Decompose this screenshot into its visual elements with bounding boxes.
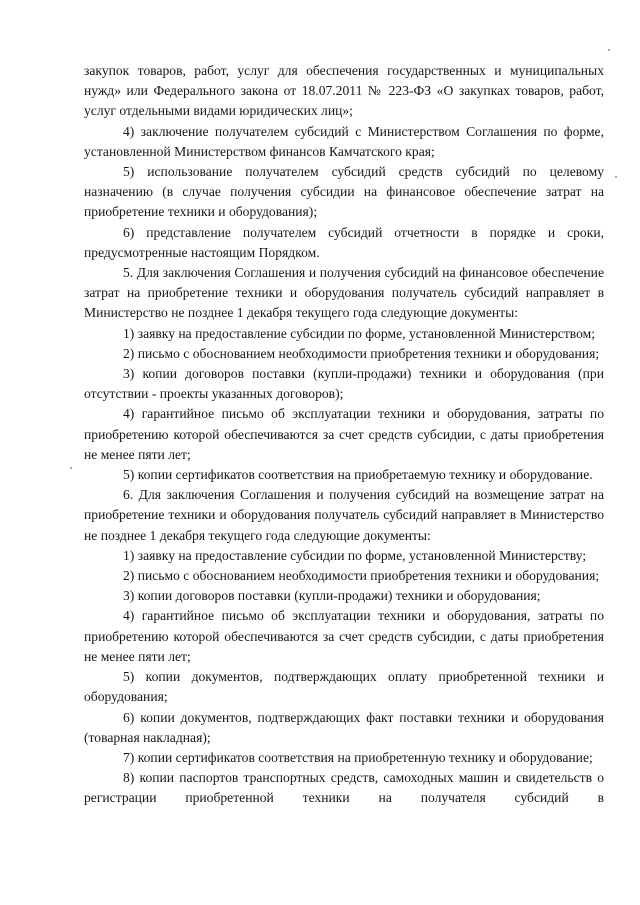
paragraph-section-5: 5. Для заключения Соглашения и получения субсидий на финансовое обеспечение затрат на приобретение техники и оборудования получатель субсидий направляет в Министерство не позднее 1 декабря текущего года следующие документы: (84, 265, 604, 321)
scan-speck (70, 467, 72, 469)
paragraph-continuation: закупок товаров, работ, услуг для обеспечения государственных и муниципальных нужд» или Федерального закона от 18.07.2011 № 223-ФЗ «О закупках товаров, работ, услуг отдельными видами юридических лиц»; (84, 63, 604, 119)
scan-speck (615, 176, 617, 178)
paragraph-item-6-reporting: 6) представление получателем субсидий отчетности в порядке и сроки, предусмотренные настоящим Порядком. (84, 224, 604, 260)
document-body (84, 61, 604, 809)
paragraph-s6-item-1: 1) заявку на предоставление субсидии по форме, установленной Министерству; (123, 547, 587, 563)
paragraph-s6-item-6: 6) копии документов, подтверждающих факт поставки техники и оборудования (товарная накладная); (84, 709, 604, 745)
scan-speck (608, 49, 610, 51)
paragraph-s6-item-5: 5) копии документов, подтверждающих оплату приобретенной техники и оборудования; (84, 669, 604, 705)
paragraph-s6-item-4: 4) гарантийное письмо об эксплуатации техники и оборудования, затраты по приобретению которой обеспечиваются за счет средств субсидии, с даты приобретения не менее пяти лет; (84, 608, 604, 664)
paragraph-s5-item-2: 2) письмо с обоснованием необходимости приобретения техники и оборудования; (123, 345, 600, 361)
paragraph-s5-item-4: 4) гарантийное письмо об эксплуатации техники и оборудования, затраты по приобретению которой обеспечиваются за счет средств субсидии, с даты приобретения не менее пяти лет; (84, 406, 604, 462)
paragraph-item-5-target-use: 5) использование получателем субсидий средств субсидий по целевому назначению (в случае получения субсидии на финансовое обеспечение затрат на приобретение техники и оборудования); (84, 164, 604, 220)
paragraph-s6-item-3: 3) копии договоров поставки (купли-продажи) техники и оборудования; (123, 588, 541, 604)
paragraph-s5-item-5: 5) копии сертификатов соответствия на приобретаемую технику и оборудование. (123, 467, 593, 483)
paragraph-section-6: 6. Для заключения Соглашения и получения субсидий на возмещение затрат на приобретение техники и оборудования получатель субсидий направляет в Министерство не позднее 1 декабря текущего года следующие документы: (84, 487, 604, 543)
paragraph-s6-item-7: 7) копии сертификатов соответствия на приобретенную технику и оборудование; (123, 749, 593, 765)
paragraph-item-4-agreement: 4) заключение получателем субсидий с Министерством Соглашения по форме, установленной Министерством финансов Камчатского края; (84, 123, 604, 159)
paragraph-s6-item-8: 8) копии паспортов транспортных средств, самоходных машин и свидетельств о регистрации приобретенной техники на получателя субсидий в (84, 770, 604, 806)
paragraph-s5-item-1: 1) заявку на предоставление субсидии по форме, установленной Министерством; (123, 325, 596, 341)
paragraph-s6-item-2: 2) письмо с обоснованием необходимости приобретения техники и оборудования; (123, 568, 600, 584)
paragraph-s5-item-3: 3) копии договоров поставки (купли-продажи) техники и оборудования (при отсутствии - проекты указанных договоров); (84, 366, 604, 402)
